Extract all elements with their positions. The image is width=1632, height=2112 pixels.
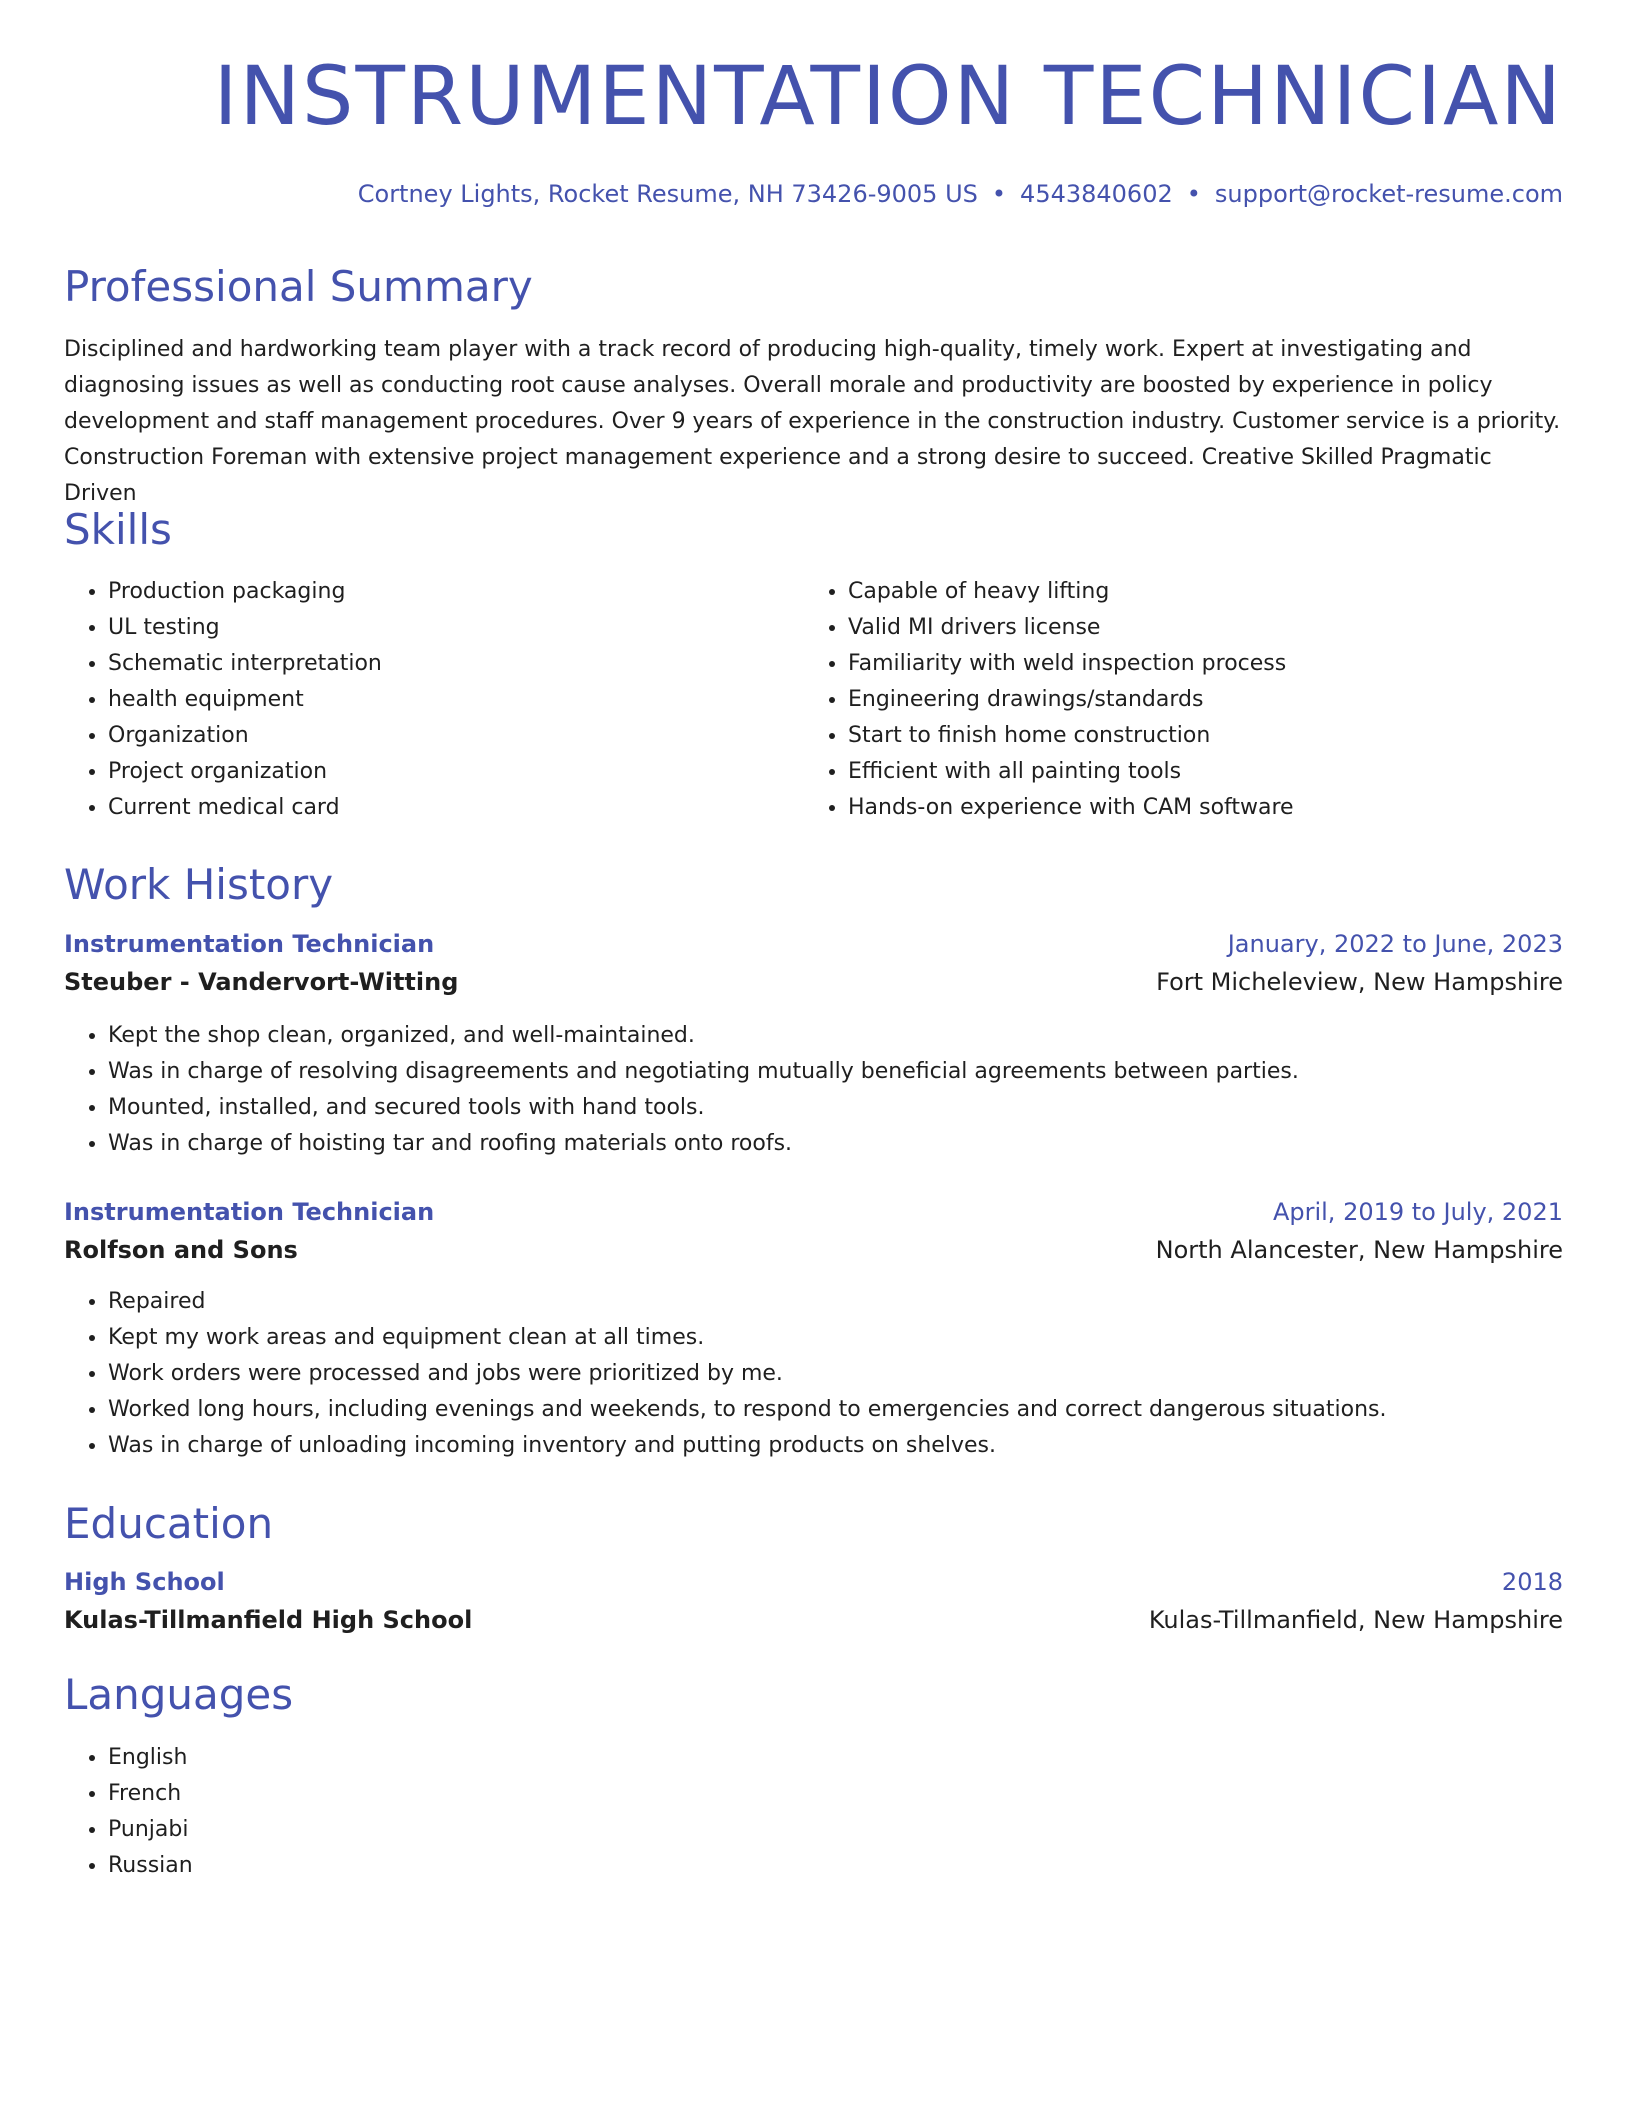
job-location: Fort Micheleview, New Hampshire xyxy=(1156,968,1563,996)
job-bullet: • Worked long hours, including evenings and weekends, to respond to emergencies and correct dangerous situations. xyxy=(108,1392,1387,1428)
skill-item: • Schematic interpretation xyxy=(108,646,382,682)
job-subheader xyxy=(64,1236,1563,1264)
skill-item: • Production packaging xyxy=(108,574,382,610)
education-subheader xyxy=(64,1606,1563,1634)
job-bullet: • Was in charge of unloading incoming inventory and putting products on shelves. xyxy=(108,1428,1387,1464)
job-bullet: • Was in charge of resolving disagreements and negotiating mutually beneficial agreements between parties. xyxy=(108,1054,1299,1090)
skill-item: • Hands-on experience with CAM software xyxy=(848,790,1294,826)
work-history-heading: Work History xyxy=(64,860,334,909)
skill-item: • Start to finish home construction xyxy=(848,718,1294,754)
job-location: North Alancester, New Hampshire xyxy=(1155,1236,1563,1264)
language-item: • Punjabi xyxy=(108,1812,193,1848)
job-company: Rolfson and Sons xyxy=(64,1236,298,1264)
job-header xyxy=(64,1198,1563,1226)
education-school: Kulas-Tillmanfield High School xyxy=(64,1606,473,1634)
skill-item: • Valid MI drivers license xyxy=(848,610,1294,646)
education-year: 2018 xyxy=(1501,1568,1563,1596)
skills-heading: Skills xyxy=(64,505,172,554)
job-bullets xyxy=(64,1018,1299,1162)
education-header xyxy=(64,1568,1563,1596)
page-title: INSTRUMENTATION TECHNICIAN xyxy=(213,50,1563,144)
education-degree: High School xyxy=(64,1568,225,1596)
job-bullet: • Kept my work areas and equipment clean at all times. xyxy=(108,1320,1387,1356)
job-company: Steuber - Vandervort-Witting xyxy=(64,968,459,996)
languages-heading: Languages xyxy=(64,1670,294,1719)
job-title: Instrumentation Technician xyxy=(64,930,435,958)
job-dates: January, 2022 to June, 2023 xyxy=(1227,930,1563,958)
skills-list-right xyxy=(804,574,1294,826)
contact-email: support@rocket-resume.com xyxy=(1214,180,1563,208)
summary-heading: Professional Summary xyxy=(64,262,533,311)
language-item: • English xyxy=(108,1740,193,1776)
job-bullet: • Work orders were processed and jobs were prioritized by me. xyxy=(108,1356,1387,1392)
languages-list xyxy=(64,1740,193,1884)
education-heading: Education xyxy=(64,1499,274,1548)
contact-line xyxy=(358,180,1563,208)
contact-address: Cortney Lights, Rocket Resume, NH 73426-9005 US xyxy=(357,180,978,208)
skill-item: • Project organization xyxy=(108,754,382,790)
education-location: Kulas-Tillmanfield, New Hampshire xyxy=(1148,1606,1563,1634)
job-title: Instrumentation Technician xyxy=(64,1198,435,1226)
skill-item: • Engineering drawings/standards xyxy=(848,682,1294,718)
skill-item: • Organization xyxy=(108,718,382,754)
job-dates: April, 2019 to July, 2021 xyxy=(1272,1198,1563,1226)
job-bullet: • Kept the shop clean, organized, and well-maintained. xyxy=(108,1018,1299,1054)
job-bullet: • Repaired xyxy=(108,1284,1387,1320)
job-bullet: • Mounted, installed, and secured tools with hand tools. xyxy=(108,1090,1299,1126)
summary-text: Disciplined and hardworking team player with a track record of producing high-quality, timely work. Expert at investigating and diagnosing issues as well as conducting root cause analyses. Overall morale and productivity are boosted by experience in policy development and staff management procedures. Over 9 years of experience in the construction industry. Customer service is a priority. Construction Foreman with extensive project management experience and a strong desire to succeed. Creative Skilled Pragmatic Driven xyxy=(64,337,1561,506)
separator-dot: • xyxy=(991,180,1007,208)
skill-item: • Capable of heavy lifting xyxy=(848,574,1294,610)
job-subheader xyxy=(64,968,1563,996)
job-header xyxy=(64,930,1563,958)
contact-phone: 4543840602 xyxy=(1020,180,1173,208)
skill-item: • Familiarity with weld inspection process xyxy=(848,646,1294,682)
skill-item: • health equipment xyxy=(108,682,382,718)
separator-dot: • xyxy=(1186,180,1201,208)
language-item: • French xyxy=(108,1776,193,1812)
job-bullet: • Was in charge of hoisting tar and roofing materials onto roofs. xyxy=(108,1126,1299,1162)
skills-list-left xyxy=(64,574,382,826)
skill-item: • Efficient with all painting tools xyxy=(848,754,1294,790)
skill-item: • UL testing xyxy=(108,610,382,646)
job-bullets xyxy=(64,1284,1387,1464)
language-item: • Russian xyxy=(108,1848,193,1884)
skill-item: • Current medical card xyxy=(108,790,382,826)
